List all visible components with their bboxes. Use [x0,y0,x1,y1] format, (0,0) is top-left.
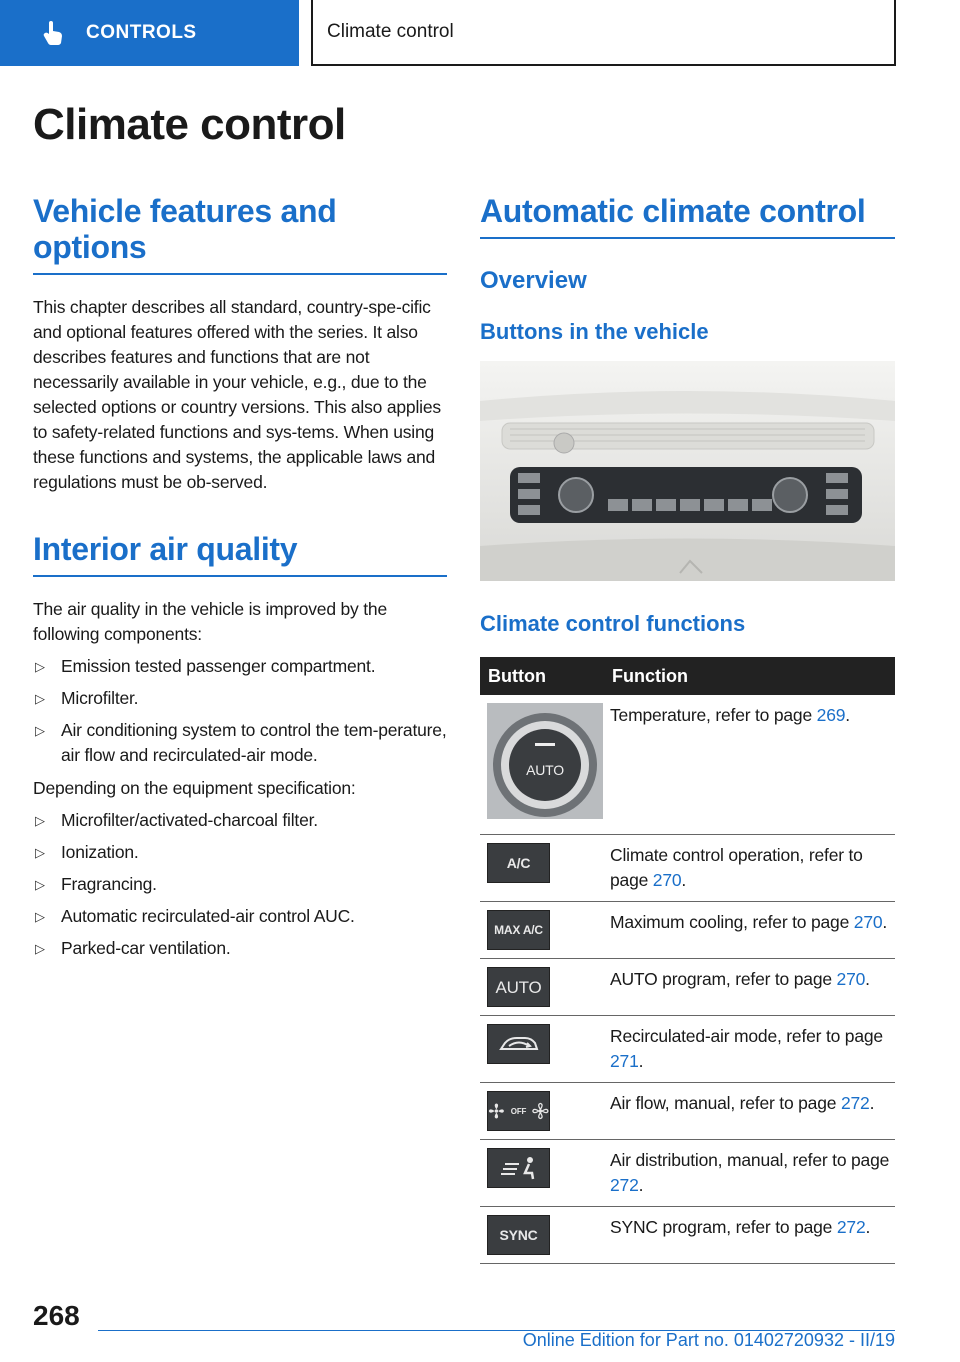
page-link[interactable]: 270 [652,870,682,890]
list-item-text: Air conditioning system to control the tem-perature, air flow and recirculated-air mode. [61,720,447,765]
triangle-bullet-icon: ▷ [35,845,45,860]
temperature-knob-icon [487,703,603,819]
button-label: AUTO [495,977,542,997]
page-link[interactable]: 272 [836,1217,866,1237]
fan-large-icon [532,1101,549,1121]
list-item-text: Ionization. [61,842,139,862]
row-tail: . [845,705,850,725]
row-text: Temperature, refer to page [610,705,817,725]
table-row [480,1207,895,1264]
right-column [480,193,895,1264]
row-text: SYNC program, refer to page [610,1217,837,1237]
triangle-bullet-icon: ▷ [35,723,45,738]
svg-text:AUTO: AUTO [526,762,564,778]
auto-button-icon [487,967,550,1007]
row-tail: . [865,1217,871,1237]
triangle-bullet-icon: ▷ [35,909,45,924]
table-header-row [480,657,895,695]
features-heading-line1: Vehicle features and [33,193,337,229]
page-link[interactable]: 269 [816,705,846,725]
air-quality-intro: The air quality in the vehicle is improved by the following components: [33,599,387,644]
row-tail: . [638,1051,644,1071]
car-recirculate-icon [497,1033,541,1055]
chapter-label: Climate control [327,21,454,42]
page-link[interactable]: 271 [610,1051,639,1071]
auto-climate-heading: Automatic climate control [480,193,895,239]
triangle-bullet-icon: ▷ [35,941,45,956]
climate-panel-illustration [480,361,895,581]
section-tab-label: CONTROLS [86,22,197,43]
sync-button-icon [487,1215,550,1255]
list-item [33,840,447,865]
list-item-text: Parked-car ventilation. [61,938,231,958]
button-label: SYNC [499,1226,538,1243]
equipment-intro: Depending on the equipment specification: [33,778,356,798]
hand-pointer-icon [40,20,66,46]
section-tab[interactable] [0,0,299,66]
button-label: OFF [510,1106,527,1116]
table-row [480,959,895,1016]
buttons-heading: Buttons in the vehicle [480,319,709,344]
row-text: Air flow, manual, refer to page [610,1093,841,1113]
list-item [33,872,447,897]
list-item [33,936,447,961]
col-header-button: Button [480,657,604,695]
row-tail: . [869,1093,875,1113]
air-distribution-button-icon [487,1148,550,1188]
functions-table [480,657,895,1264]
list-item-text: Automatic recirculated-air control AUC. [61,906,355,926]
overview-heading: Overview [480,267,587,294]
page-number: 268 [33,1300,80,1331]
page-link[interactable]: 272 [840,1093,870,1113]
features-heading-line2: options [33,229,147,265]
recirculation-button-icon [487,1024,550,1064]
table-row [480,1083,895,1140]
equipment-list [33,808,447,961]
page-title: Climate control [33,100,346,149]
air-quality-list [33,654,447,768]
list-item [33,808,447,833]
features-heading [33,193,447,275]
row-tail: . [638,1175,644,1195]
row-text: Air distribution, manual, refer to page [610,1150,890,1170]
list-item [33,718,447,768]
button-label: A/C [506,854,531,871]
chapter-header [311,0,896,66]
table-row [480,695,895,835]
edition-note: Online Edition for Part no. 01402720932 - II/19 [522,1330,895,1350]
max-ac-button-icon [487,910,550,950]
page-link[interactable]: 270 [853,912,883,932]
triangle-bullet-icon: ▷ [35,659,45,674]
climate-panel-photo [480,361,895,581]
triangle-bullet-icon: ▷ [35,813,45,828]
fan-small-icon [488,1101,505,1121]
row-tail: . [681,870,687,890]
fan-button-icon [487,1091,550,1131]
button-label: MAX A/C [494,922,543,937]
triangle-bullet-icon: ▷ [35,877,45,892]
list-item [33,904,447,929]
row-tail: . [865,969,870,989]
row-text: Recirculated-air mode, refer to page [610,1026,883,1046]
left-column [33,193,447,961]
table-row [480,1140,895,1207]
table-row [480,1016,895,1083]
functions-heading: Climate control functions [480,611,746,636]
air-quality-heading: Interior air quality [33,531,447,577]
air-distribution-icon [499,1155,539,1181]
row-text: Climate control operation, refer to page [610,845,863,890]
row-text: Maximum cooling, refer to page [610,912,854,932]
triangle-bullet-icon: ▷ [35,691,45,706]
row-tail: . [882,912,888,932]
page-link[interactable]: 272 [610,1175,639,1195]
table-row [480,902,895,959]
table-row [480,835,895,902]
ac-button-icon [487,843,550,883]
row-text: AUTO program, refer to page [610,969,837,989]
features-body: This chapter describes all standard, country-spe-cific and optional features offered with the series. It also describes features and functions that are not necessarily available in your vehicle, e.g., due to the selected options or country versions. This also applies to safety-related functions and sys-tems. When using these functions and systems, the applicable laws and regulations must be ob-served. [33,297,441,492]
page-link[interactable]: 270 [836,969,866,989]
list-item-text: Microfilter. [61,688,139,708]
list-item [33,686,447,711]
col-header-function: Function [604,657,895,695]
list-item-text: Microfilter/activated-charcoal filter. [61,810,318,830]
list-item-text: Fragrancing. [61,874,157,894]
list-item [33,654,447,679]
list-item-text: Emission tested passenger compartment. [61,656,376,676]
